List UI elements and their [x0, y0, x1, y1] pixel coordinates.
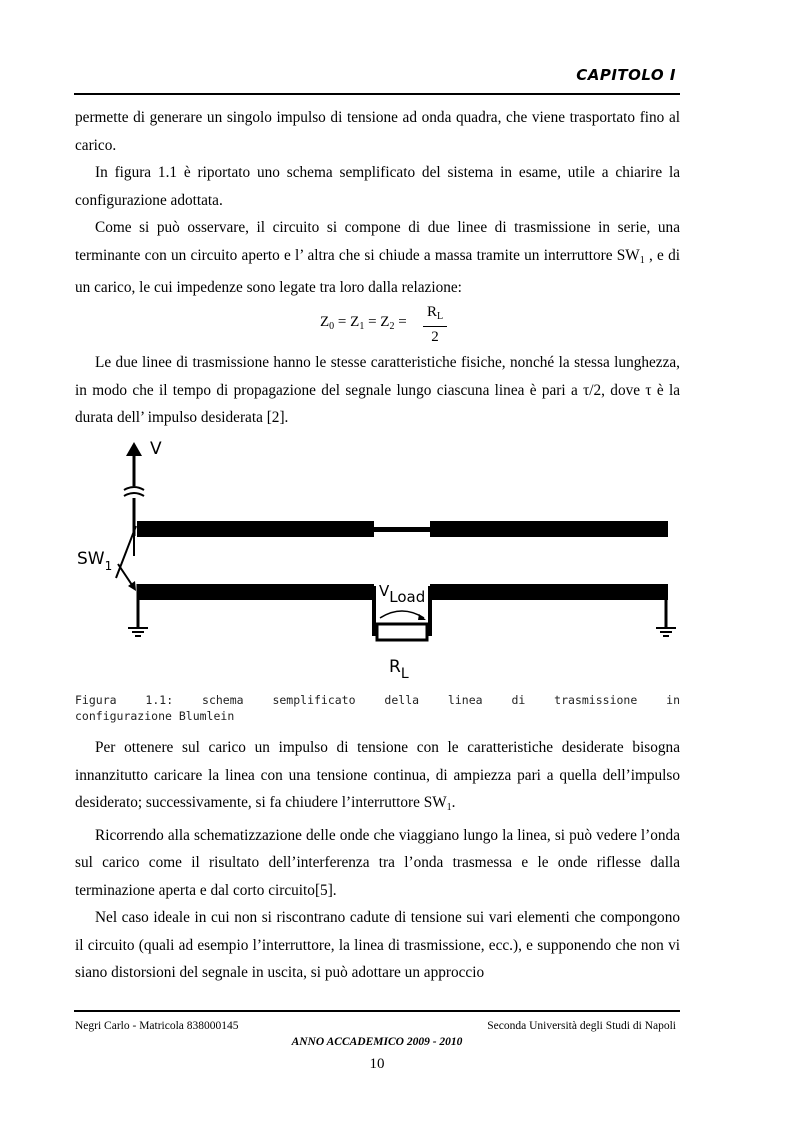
text-block-bottom [75, 734, 680, 987]
caption-line-1: Figura 1.1: schema semplificato della linea di trasmissione in [75, 693, 680, 707]
formula-denominator: 2 [431, 329, 439, 345]
vload-arrow-head-icon [418, 614, 426, 620]
figure-caption [75, 692, 680, 724]
load-resistor [377, 624, 427, 640]
break-mark-lower [124, 493, 144, 496]
sw-subscript: 1 [639, 254, 645, 266]
blumlein-diagram [74, 436, 694, 686]
text-block-mid [75, 349, 680, 432]
header-rule [74, 93, 680, 95]
switch-label: $SW_1$ [77, 549, 113, 573]
paragraph-2: In figura 1.1 è riportato uno schema semplificato del sistema in esame, utile a chiarire la configurazione adottata. [75, 164, 680, 209]
paragraph-5: Per ottenere sul carico un impulso di tensione con le caratteristiche desiderate bisogna innanzitutto caricare la linea con una tensione continua, di ampiezza pari a quella dell’impulso desiderato; successivamente, si fa chiudere l’interruttore $SW_1$. [75, 739, 680, 813]
top-line-link [374, 527, 430, 532]
bottom-line-right [430, 584, 668, 600]
paragraph-6: Ricorrendo alla schematizzazione delle onde che viaggiano lungo la linea, si può vedere l’onda sul carico come il risultato dell’interferenza tra l’onda trasmessa e le onde riflesse dalla terminazione aperta e dal corto circuito[5]. [75, 826, 680, 899]
page-number: 10 [369, 1056, 385, 1072]
footer-author: Negri Carlo - Matricola 838000145 [75, 1020, 239, 1032]
paragraph-3-text: Come si può osservare, il circuito si compone di due linee di trasmissione in serie, una terminante con un circuito aperto e l’ altra che si chiude a massa tramite un interruttore SW [75, 219, 680, 264]
paragraph-3 [75, 214, 680, 302]
formula-numerator: $R_L$ [423, 303, 447, 327]
paragraph-4: Le due linee di trasmissione hanno le stesse caratteristiche fisiche, nonché la stessa lunghezza, in modo che il tempo di propagazione del segnale lungo ciascuna linea è pari a τ/2, dove τ è la durata dell’ impulso desiderata [2]. [75, 354, 680, 426]
vload-arc [380, 611, 424, 618]
break-mark-upper [124, 487, 144, 490]
rl-label: $R_L$ [389, 657, 409, 682]
impedance-formula [320, 303, 460, 343]
caption-line-2: configurazione Blumlein [75, 709, 235, 723]
vload-label: VLoad [379, 582, 426, 606]
formula-lhs: $Z_0 = Z_1 = Z_2$ = [320, 314, 407, 332]
footer-rule [74, 1010, 680, 1012]
footer-academic-year: ANNO ACCADEMICO 2009 - 2010 [291, 1036, 463, 1048]
bottom-line-left [137, 584, 374, 600]
voltage-label: V [150, 439, 162, 459]
paragraph-3-tail: , e di un carico, le cui impedenze sono legate tra loro dalla relazione: [75, 246, 680, 296]
paragraph-7: Nel caso ideale in cui non si riscontrano cadute di tensione sui vari elementi che compongono il circuito (quali ad esempio l’interruttore, la linea di trasmissione, ecc.), e supponendo che non vi siano distorsioni del segnale in uscita, si può adottare un approccio [75, 909, 680, 981]
footer-university: Seconda Università degli Studi di Napoli [487, 1020, 676, 1032]
formula-fraction [423, 303, 447, 347]
voltage-arrow-head-icon [126, 442, 142, 456]
top-line-left [137, 521, 374, 537]
text-block-top [75, 104, 680, 302]
chapter-header: CAPITOLO I [576, 66, 676, 84]
paragraph-1: permette di generare un singolo impulso di tensione ad onda quadra, che viene trasportato fino al carico. [75, 109, 680, 154]
top-line-right [430, 521, 668, 537]
